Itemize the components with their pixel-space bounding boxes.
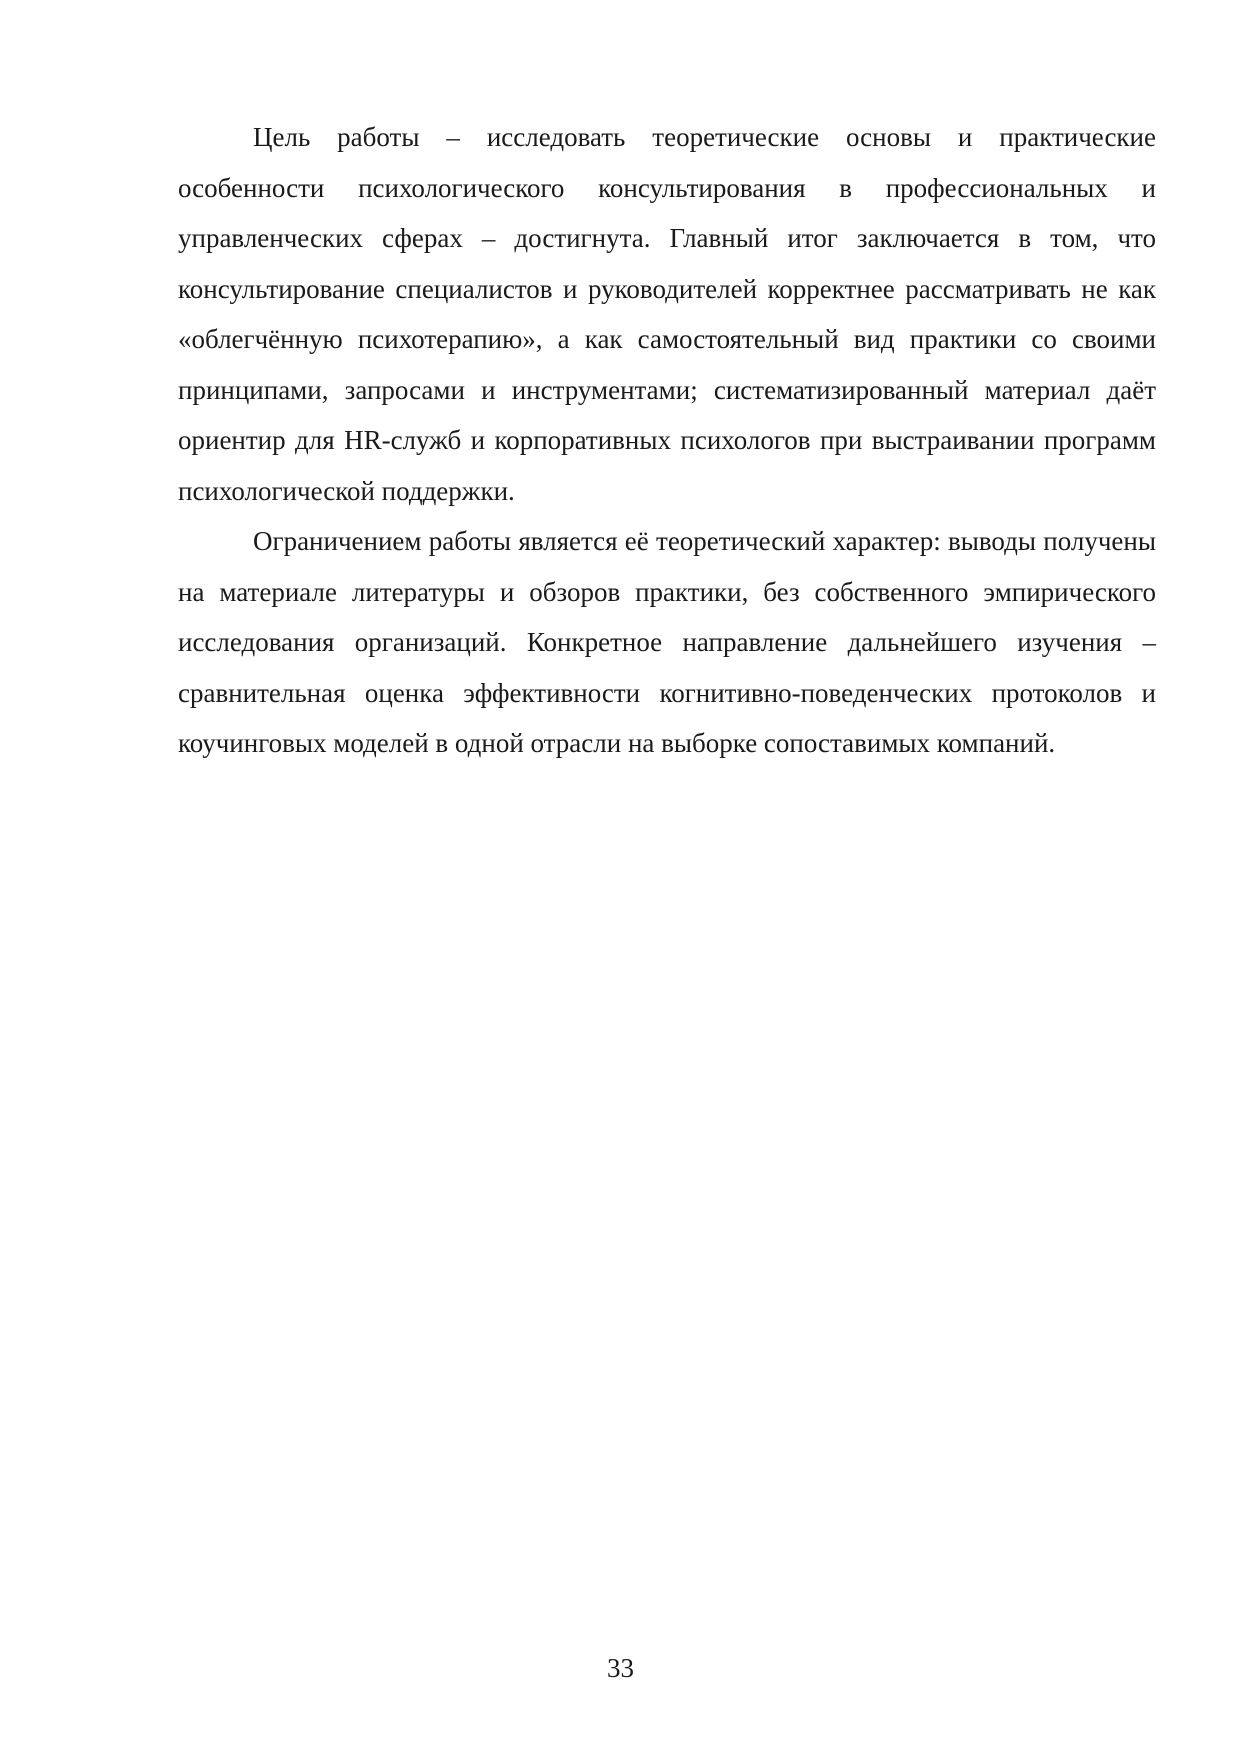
body-text [178, 112, 1156, 769]
page-number: 33 [607, 1653, 634, 1683]
paragraph-conclusion-goal: Цель работы – исследовать теоретические основы и практические особенности психологического консультирования в профессиональных и управленческих сферах – достигнута. Главный итог заключается в том, что консультирование специалистов и руководителей корректнее рассматривать не как «облегчённую психотерапию», а как самостоятельный вид практики со своими принципами, запросами и инструментами; систематизированный материал даёт ориентир для HR-служб и корпоративных психологов при выстраивании программ психологической поддержки. [178, 122, 1156, 506]
paragraph-limitations: Ограничением работы является её теоретический характер: выводы получены на материале литературы и обзоров практики, без собственного эмпирического исследования организаций. Конкретное направление дальнейшего изучения – сравнительная оценка эффективности когнитивно-поведенческих протоколов и коучинговых моделей в одной отрасли на выборке сопоставимых компаний. [178, 526, 1156, 758]
